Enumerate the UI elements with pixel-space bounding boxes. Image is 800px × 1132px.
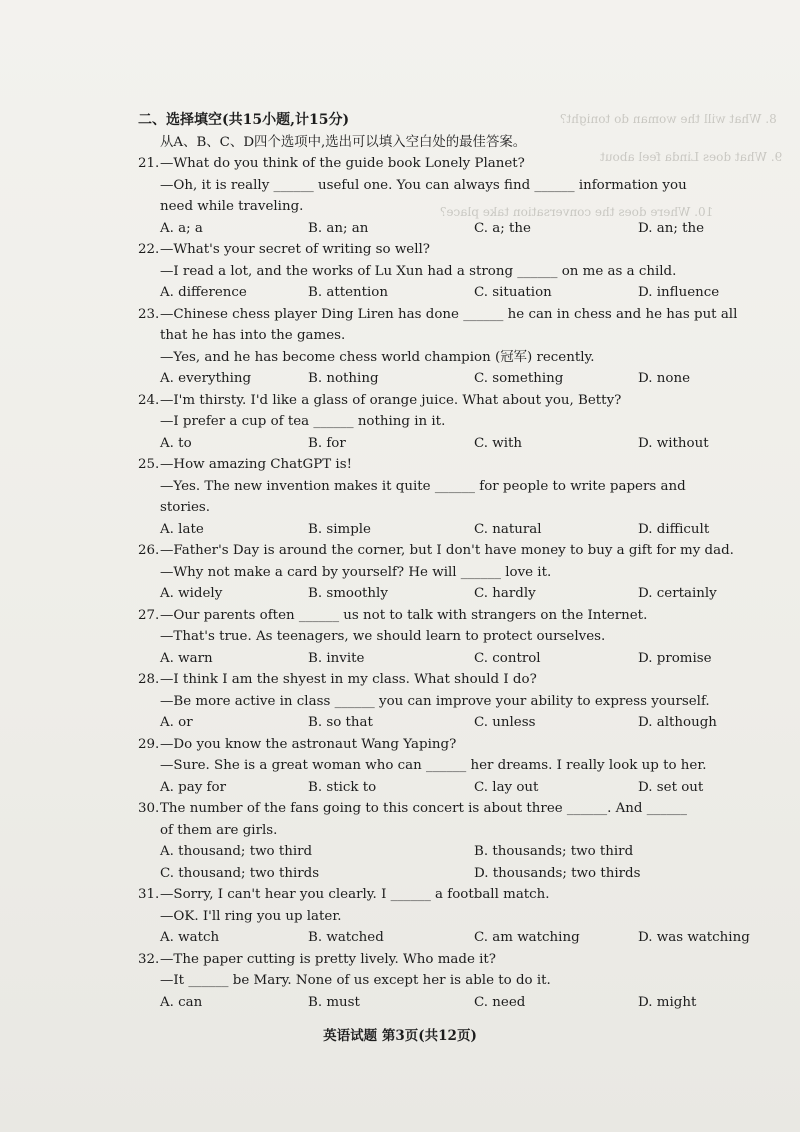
question-line — [138, 261, 748, 283]
bleed-through-text: 8. What will the woman do tonight? — [560, 112, 777, 126]
question-line — [138, 325, 748, 347]
option-b: B. thousands; two third — [474, 844, 634, 859]
question-stem — [138, 605, 748, 627]
option-c: C. something — [474, 371, 564, 386]
question-text: —Sure. She is a great woman who can ______ her dreams. I really look up to her. — [160, 758, 707, 773]
question-text: —I think I am the shyest in my class. What should I do? — [160, 672, 537, 687]
question-line — [138, 970, 748, 992]
question-line — [138, 755, 748, 777]
option-row — [138, 583, 748, 605]
question-text: —What's your secret of writing so well? — [160, 242, 430, 257]
option-row — [138, 841, 748, 863]
question-text: that he has into the games. — [160, 328, 346, 343]
option-row — [138, 927, 748, 949]
option-a: A. difference — [160, 285, 247, 300]
option-a: A. warn — [160, 650, 213, 666]
option-a: A. late — [160, 521, 204, 537]
question-stem — [138, 884, 748, 906]
question-stem — [138, 540, 748, 562]
option-b: B. must — [308, 994, 360, 1010]
question-stem — [138, 153, 748, 175]
option-d: D. set out — [638, 779, 704, 795]
option-c: C. thousand; two thirds — [160, 865, 320, 881]
question-line — [138, 691, 748, 713]
question-29 — [138, 734, 748, 799]
option-b: B. smoothly — [308, 586, 388, 601]
question-number: 23. — [138, 306, 160, 322]
option-d: D. certainly — [638, 586, 717, 601]
option-c: C. a; the — [474, 220, 531, 236]
question-number: 28. — [138, 672, 160, 687]
option-a: A. or — [160, 715, 193, 730]
option-row — [138, 433, 748, 455]
question-stem — [138, 669, 748, 691]
question-24 — [138, 390, 748, 455]
question-number: 24. — [138, 392, 160, 408]
question-text: —That's true. As teenagers, we should learn to protect ourselves. — [160, 629, 606, 644]
option-a: A. watch — [160, 930, 220, 945]
question-number: 31. — [138, 887, 160, 902]
question-text: —I prefer a cup of tea ______ nothing in it. — [160, 414, 446, 429]
option-row — [138, 519, 748, 541]
question-text: —OK. I'll ring you up later. — [160, 908, 342, 924]
question-number: 22. — [138, 242, 160, 257]
question-line — [138, 175, 748, 197]
bleed-through-text: 9. What does Linda feel about — [600, 150, 783, 164]
question-text: —Our parents often ______ us not to talk with strangers on the Internet. — [160, 607, 648, 623]
question-number: 26. — [138, 543, 160, 558]
question-text: —Be more active in class ______ you can improve your ability to express yourself. — [160, 693, 710, 709]
option-d: D. was watching — [638, 930, 750, 945]
option-d: D. might — [638, 994, 697, 1010]
option-b: B. nothing — [308, 371, 379, 386]
question-text: —I'm thirsty. I'd like a glass of orange juice. What about you, Betty? — [160, 392, 622, 408]
question-number: 30. — [138, 801, 160, 816]
question-line — [138, 626, 748, 648]
option-row — [138, 992, 748, 1014]
option-b: B. simple — [308, 521, 371, 537]
option-a: A. pay for — [160, 779, 226, 795]
section-instruction: 从A、B、C、D四个选项中,选出可以填入空白处的最佳答案。 — [160, 134, 527, 150]
question-number: 25. — [138, 457, 160, 472]
option-c: C. situation — [474, 285, 552, 300]
option-a: A. widely — [160, 586, 223, 601]
option-row — [138, 863, 748, 885]
question-stem — [138, 390, 748, 412]
question-stem — [138, 239, 748, 261]
question-text: —Yes, and he has become chess world champion (冠军) recently. — [160, 349, 595, 365]
question-31 — [138, 884, 748, 949]
question-stem — [138, 734, 748, 756]
question-line — [138, 347, 748, 369]
question-text: The number of the fans going to this concert is about three ______. And ______ — [160, 801, 687, 816]
question-number: 32. — [138, 951, 160, 967]
question-number: 29. — [138, 736, 160, 752]
question-text: —Father's Day is around the corner, but I don't have money to buy a gift for my dad. — [160, 543, 734, 558]
question-text: —How amazing ChatGPT is! — [160, 457, 352, 472]
question-text: —Oh, it is really ______ useful one. You can always find ______ information you — [160, 177, 687, 193]
question-text: —It ______ be Mary. None of us except her is able to do it. — [160, 973, 551, 988]
question-line — [138, 820, 748, 842]
question-text: —Why not make a card by yourself? He will ______ love it. — [160, 564, 552, 580]
question-text: need while traveling. — [160, 199, 304, 214]
option-b: B. stick to — [308, 779, 377, 795]
option-row — [138, 777, 748, 799]
question-28 — [138, 669, 748, 734]
option-b: B. an; an — [308, 220, 369, 236]
option-b: B. so that — [308, 715, 373, 730]
question-32 — [138, 949, 748, 1014]
option-d: D. although — [638, 715, 717, 730]
question-22 — [138, 239, 748, 304]
option-d: D. an; the — [638, 220, 705, 236]
option-d: D. promise — [638, 650, 712, 666]
option-c: C. hardly — [474, 586, 536, 601]
question-line — [138, 196, 748, 218]
question-text: stories. — [160, 500, 211, 515]
question-text: of them are girls. — [160, 822, 278, 838]
question-stem — [138, 304, 748, 326]
question-21 — [138, 153, 748, 239]
exam-content — [138, 110, 748, 1013]
option-a: A. a; a — [160, 220, 203, 236]
option-d: D. influence — [638, 285, 720, 300]
option-d: D. none — [638, 371, 691, 386]
question-26 — [138, 540, 748, 605]
question-stem — [138, 454, 748, 476]
option-b: B. for — [308, 435, 346, 451]
question-stem — [138, 949, 748, 971]
question-number: 27. — [138, 607, 160, 623]
question-text: —Do you know the astronaut Wang Yaping? — [160, 736, 457, 752]
option-b: B. watched — [308, 930, 384, 945]
option-row — [138, 712, 748, 734]
question-line — [138, 497, 748, 519]
option-c: C. with — [474, 435, 523, 451]
question-text: —What do you think of the guide book Lonely Planet? — [160, 156, 525, 171]
question-25 — [138, 454, 748, 540]
option-c: C. unless — [474, 715, 536, 730]
question-text: —Sorry, I can't hear you clearly. I ______ a football match. — [160, 887, 550, 902]
option-a: A. can — [160, 994, 203, 1010]
option-row — [138, 648, 748, 670]
question-line — [138, 562, 748, 584]
option-a: A. to — [160, 435, 192, 451]
question-number: 21. — [138, 156, 160, 171]
option-row — [138, 218, 748, 240]
page-footer: 英语试题 第3页(共12页) — [323, 1028, 477, 1044]
question-line — [138, 906, 748, 928]
option-row — [138, 368, 748, 390]
option-d: D. without — [638, 435, 709, 451]
option-c: C. natural — [474, 521, 542, 537]
bleed-through-text: 10. Where does the conversation take place? — [440, 205, 714, 219]
option-c: C. am watching — [474, 930, 580, 945]
option-b: B. attention — [308, 285, 388, 300]
question-30 — [138, 798, 748, 884]
option-d: D. thousands; two thirds — [474, 865, 641, 881]
question-stem — [138, 798, 748, 820]
option-a: A. everything — [160, 371, 252, 386]
option-c: C. lay out — [474, 779, 539, 795]
option-b: B. invite — [308, 650, 365, 666]
option-d: D. difficult — [638, 521, 710, 537]
option-c: C. control — [474, 650, 541, 666]
question-text: —Chinese chess player Ding Liren has done ______ he can in chess and he has put all — [160, 306, 738, 322]
option-a: A. thousand; two third — [160, 844, 313, 859]
option-c: C. need — [474, 994, 526, 1010]
option-row — [138, 282, 748, 304]
question-line — [138, 411, 748, 433]
section-title: 二、选择填空(共15小题,计15分) — [138, 112, 350, 128]
question-line — [138, 476, 748, 498]
question-text: —The paper cutting is pretty lively. Who made it? — [160, 951, 496, 967]
question-text: —I read a lot, and the works of Lu Xun had a strong ______ on me as a child. — [160, 263, 677, 279]
question-list — [138, 153, 748, 1013]
question-text: —Yes. The new invention makes it quite ______ for people to write papers and — [160, 478, 686, 494]
question-23 — [138, 304, 748, 390]
question-27 — [138, 605, 748, 670]
